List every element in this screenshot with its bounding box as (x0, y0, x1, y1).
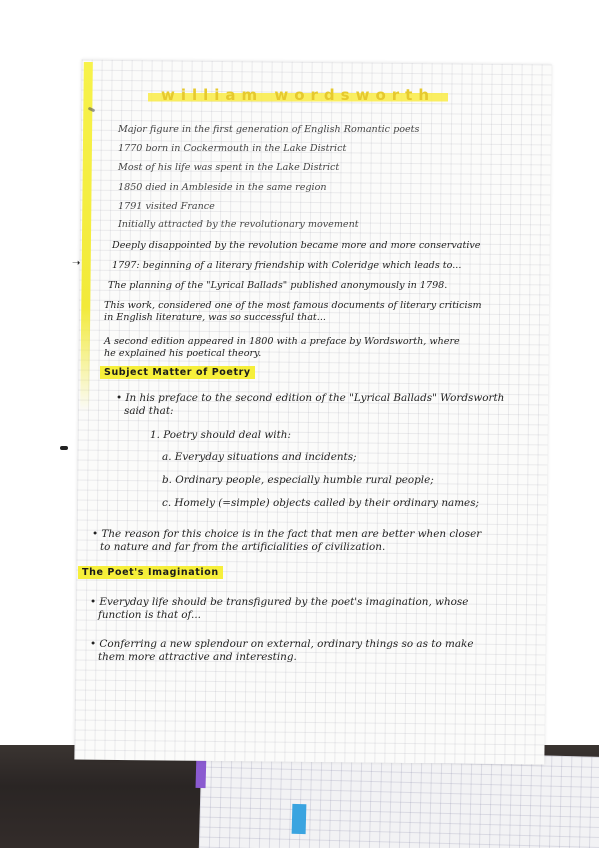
section-heading-subject-matter: Subject Matter of Poetry (100, 366, 255, 379)
intro-line: A second edition appeared in 1800 with a preface by Wordsworth, where (104, 336, 460, 347)
intro-line: Most of his life was spent in the Lake District (118, 162, 340, 173)
sub-item: c. Homely (=simple) objects called by their ordinary names; (162, 497, 480, 509)
intro-line: Major figure in the first generation of English Romantic poets (118, 124, 420, 135)
section-heading-poets-imagination: The Poet's Imagination (78, 566, 223, 579)
intro-line: This work, considered one of the most famous documents of literary criticism (104, 300, 482, 311)
intro-line: 1850 died in Ambleside in the same region (118, 182, 327, 193)
bullet-line: • Everyday life should be transfigured by the poet's imagination, whose (90, 596, 469, 608)
page-title: william wordsworth (148, 86, 448, 104)
sub-item: a. Everyday situations and incidents; (162, 451, 357, 463)
intro-line: Initially attracted by the revolutionary movement (118, 219, 359, 230)
bullet-line: function is that of... (98, 609, 201, 621)
intro-line: The planning of the "Lyrical Ballads" published anonymously in 1798. (108, 280, 448, 291)
numbered-item: 1. Poetry should deal with: (150, 429, 291, 441)
bullet-line: to nature and far from the artificialities of civilization. (100, 541, 386, 553)
punch-hole-mark (60, 446, 68, 450)
bullet-line: • In his preface to the second edition of the "Lyrical Ballads" Wordsworth (116, 392, 505, 404)
intro-line: in English literature, was so successful that... (104, 312, 326, 323)
intro-line: Deeply disappointed by the revolution became more and more conservative (112, 240, 481, 251)
bullet-line: them more attractive and interesting. (98, 651, 297, 663)
arrow-icon: ➝ (72, 258, 81, 269)
sub-item: b. Ordinary people, especially humble rural people; (162, 474, 434, 486)
bullet-line: • Conferring a new splendour on external, ordinary things so as to make (90, 638, 474, 650)
bullet-line: • The reason for this choice is in the fact that men are better when closer (92, 528, 482, 540)
intro-line: he explained his poetical theory. (104, 348, 262, 359)
intro-line: 1770 born in Cockermouth in the Lake District (118, 143, 347, 154)
intro-line: 1797: beginning of a literary friendship with Coleridge which leads to... (112, 260, 462, 271)
intro-line: 1791 visited France (118, 201, 215, 212)
blue-tab (292, 804, 307, 834)
bullet-line: said that: (124, 405, 174, 417)
